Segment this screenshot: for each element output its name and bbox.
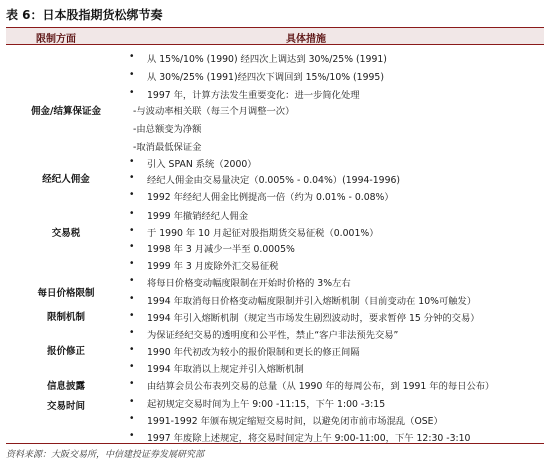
category-trading-hours: 交易时间 — [46, 401, 86, 412]
measure-text: 1998 年 3 月减少一半至 0.0005% — [147, 244, 295, 255]
category-transaction-tax: 交易税 — [51, 228, 81, 239]
bullet: • — [129, 208, 135, 219]
bullet: • — [129, 275, 135, 286]
measure-text: 1997 年废除上述规定，将交易时间定为上午 9:00-11:00，下午 12:30 -3:10 — [147, 433, 471, 444]
bullet: • — [129, 378, 135, 389]
bullet: • — [129, 156, 135, 167]
bullet: • — [129, 293, 135, 304]
bullet: • — [129, 172, 135, 183]
bullet: • — [129, 413, 135, 424]
table-bottom-rule — [6, 443, 544, 444]
bullet: • — [129, 241, 135, 252]
measure-text: 由结算会员公布表列交易的总量（从 1990 年的每周公布，到 1991 年的每日公布） — [147, 381, 495, 392]
source-note: 资料来源：大阪交易所，中信建投证券发展研究部 — [6, 450, 205, 460]
category-daily-price-limit: 每日价格限制 — [37, 288, 95, 299]
bullet: • — [129, 87, 135, 98]
bullet: • — [129, 430, 135, 441]
measure-text: 起初规定交易时间为上午 9:00 -11:15，下午 1:00 -3:15 — [147, 399, 386, 410]
measure-text: 为保证经纪交易的透明度和公平性，禁止“客户非法预先交易” — [147, 330, 399, 341]
header-restriction-aspect: 限制方面 — [36, 34, 76, 45]
measure-text: -取消最低保证金 — [133, 142, 202, 153]
measure-text: 1991-1992 年颁布规定缩短交易时间，以避免闭市前市场混乱（OSE） — [147, 416, 443, 427]
measure-text: 将每日价格变动幅度限制在开始时价格的 3%左右 — [147, 278, 351, 289]
table-title: 表 6：日本股指期货松绑节奏 — [6, 8, 163, 22]
bullet: • — [129, 310, 135, 321]
category-limit-mechanism: 限制机制 — [46, 312, 86, 323]
category-quote-revision: 报价修正 — [46, 346, 86, 357]
bullet: • — [129, 396, 135, 407]
measure-text: 引入 SPAN 系统（2000） — [147, 159, 257, 170]
bullet: • — [129, 344, 135, 355]
header-specific-measures: 具体措施 — [286, 34, 326, 45]
bullet: • — [129, 327, 135, 338]
measure-text: 1999 年 3 月废除外汇交易征税 — [147, 261, 279, 272]
measure-text: 经纪人佣金由交易量决定（0.005% - 0.04%）(1994-1996) — [147, 175, 401, 186]
category-margin: 佣金/结算保证金 — [31, 106, 101, 117]
measure-text: -由总额变为净额 — [133, 124, 202, 135]
measure-text: 1994 年取消每日价格变动幅度限制并引入熔断机制（目前变动在 10%可触发） — [147, 296, 477, 307]
measure-text: 于 1990 年 10 月起征对股指期货交易征税（0.001%） — [147, 228, 379, 239]
bullet: • — [129, 258, 135, 269]
bullet: • — [129, 189, 135, 200]
measure-text: 1999 年撤销经纪人佣金 — [147, 211, 248, 222]
measure-text: 1997 年，计算方法发生重要变化：进一步简化处理 — [147, 90, 360, 101]
category-broker-commission: 经纪人佣金 — [42, 174, 90, 185]
measure-text: 1992 年经纪人佣金比例提高一倍（约为 0.01% - 0.08%） — [147, 192, 394, 203]
measure-text: 1990 年代初改为较小的报价限制和更长的修正间隔 — [147, 347, 360, 358]
measure-text: 从 30%/25% (1991)经四次下调回到 15%/10% (1995) — [147, 72, 384, 83]
bullet: • — [129, 361, 135, 372]
measure-text: 从 15%/10% (1990) 经四次上调达到 30%/25% (1991) — [147, 54, 387, 65]
bullet: • — [129, 225, 135, 236]
bullet: • — [129, 51, 135, 62]
bullet: • — [129, 69, 135, 80]
table-header — [6, 27, 544, 45]
measure-text: 1994 年取消以上规定并引入熔断机制 — [147, 364, 304, 375]
measure-text: 1994 年引入熔断机制（规定当市场发生剧烈波动时，要求暂停 15 分钟的交易） — [147, 313, 480, 324]
measure-text: -与波动率相关联（每三个月调整一次） — [133, 106, 295, 117]
category-disclosure: 信息披露 — [46, 381, 86, 392]
